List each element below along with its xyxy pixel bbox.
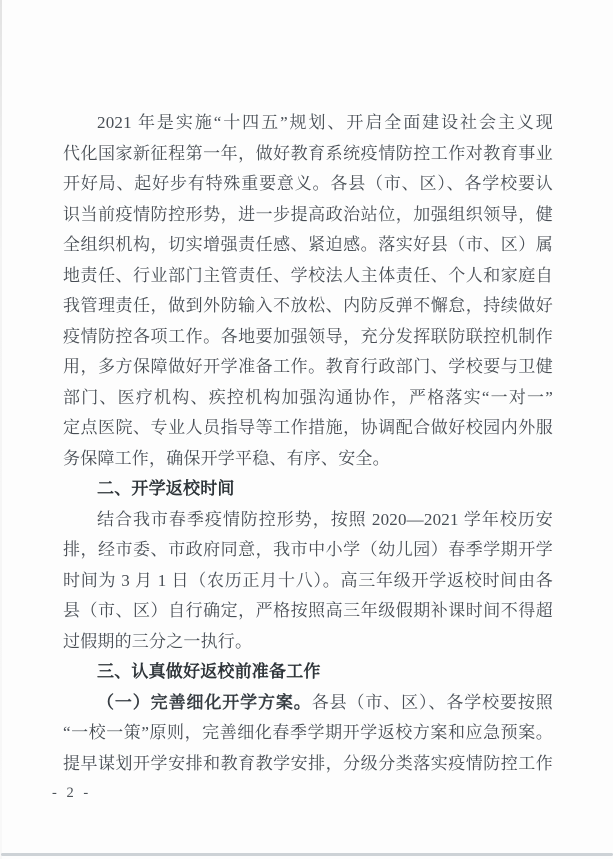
text-line: 全组织机构，切实增强责任感、紧迫感。落实好县（市、区）属 [63, 235, 553, 254]
text-line: （一）完善细化开学方案。各县（市、区）、各学校要按照 [97, 692, 553, 712]
document-text-block [63, 108, 553, 779]
page-number: - 2 - [52, 785, 92, 801]
text-line: 部门、医疗机构、疾控机构加强沟通协作，严格落实“一对一” [63, 387, 553, 407]
text-line: 我管理责任，做到外防输入不放松、内防反弹不懈怠，持续做好 [63, 296, 553, 315]
paragraph-lead: （一）完善细化开学方案。 [97, 692, 312, 712]
text-line: 务保障工作，确保开学平稳、有序、安全。 [63, 448, 390, 468]
section-heading: 三、认真做好返校前准备工作 [97, 662, 321, 681]
text-line: 开好局、起好步有特殊重要意义。各县（市、区）、各学校要认 [63, 174, 553, 193]
text-line: 定点医院、专业人员指导等工作措施，协调配合做好校园内外服 [63, 418, 553, 437]
text-line: 地责任、行业部门主管责任、学校法人主体责任、个人和家庭自 [63, 265, 553, 285]
text-line: 过假期的三分之一执行。 [63, 631, 253, 651]
text-line: 用，多方保障做好开学准备工作。教育行政部门、学校要与卫健 [63, 357, 553, 376]
text-line: 县（市、区）自行确定，严格按照高三年级假期补课时间不得超 [63, 601, 553, 620]
text-line: 时间为 3 月 1 日（农历正月十八）。高三年级开学返校时间由各 [63, 570, 553, 590]
page-edge-shadow [1, 853, 613, 856]
text-line: 疫情防控各项工作。各地要加强领导，充分发挥联防联控机制作 [63, 326, 553, 346]
text-line: 提早谋划开学安排和教育教学安排，分级分类落实疫情防控工作 [63, 753, 553, 773]
text-line: 2021 年是实施“十四五”规划、开启全面建设社会主义现 [97, 113, 553, 132]
text-line: “一校一策”原则，完善细化春季学期开学返校方案和应急预案。 [63, 723, 553, 742]
text-line: 识当前疫情防控形势，进一步提高政治站位，加强组织领导，健 [63, 204, 553, 224]
text-line: 结合我市春季疫情防控形势，按照 2020—2021 学年校历安 [97, 509, 553, 529]
text-line: 代化国家新征程第一年，做好教育系统疫情防控工作对教育事业 [63, 143, 553, 163]
section-heading: 二、开学返校时间 [97, 479, 235, 498]
text-line: 排，经市委、市政府同意，我市中小学（幼儿园）春季学期开学 [63, 540, 553, 559]
page-edge-left [0, 0, 2, 859]
